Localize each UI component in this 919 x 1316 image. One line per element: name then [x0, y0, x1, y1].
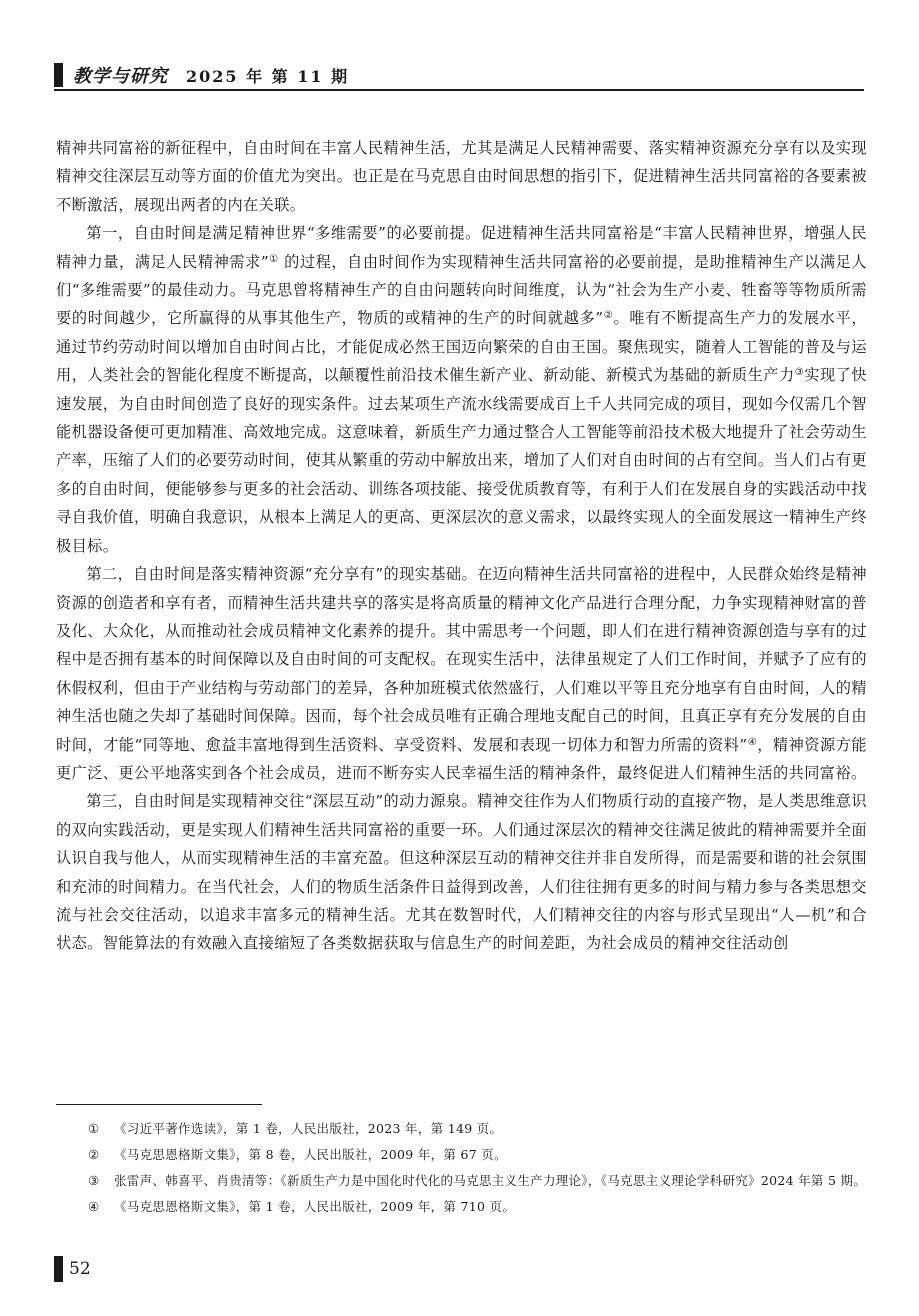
- paragraph-text: 的过程，自由时间作为实现精神生活共同富裕的必要前提，是助推精神生产以满足人们“多维需要”的最佳动力。马克思曾将精神生产的自由问题转向时间维度，认为“社会为生产小麦、牲畜等等物质所需要的时间越少，它所赢得的从事其他生产，物质的或精神的生产的时间就越多”: [56, 252, 867, 328]
- footnote-reference: ①: [269, 253, 279, 265]
- footnote-reference: ②: [603, 310, 614, 322]
- page-footer: [54, 1254, 91, 1284]
- article-body: [56, 134, 867, 958]
- page-marker-bar: [54, 1256, 63, 1282]
- paragraph: [56, 219, 867, 560]
- footnote-text: 《马克思恩格斯文集》，第 8 卷，人民出版社，2009 年，第 67 页。: [114, 1147, 507, 1162]
- paragraph-text: 。唯有不断提高生产力的发展水平，通过节约劳动时间以增加自由时间占比，才能促成必然王国迈向繁荣的自由王国。聚焦现实，随着人工智能的普及与运用，人类社会的智能化程度不断提高，以颠覆性前沿技术催生新产业、新动能、新模式为基础的新质生产力: [56, 309, 867, 385]
- page-number: 52: [69, 1259, 91, 1279]
- running-header: [54, 60, 864, 90]
- footnote: [56, 1170, 867, 1192]
- paragraph: [56, 787, 867, 957]
- footnote-separator: [56, 1104, 262, 1105]
- footnote-number: ④: [88, 1199, 100, 1214]
- footnote-text: 《马克思恩格斯文集》，第 1 卷，人民出版社，2009 年，第 710 页。: [114, 1199, 516, 1214]
- paragraph: [56, 560, 867, 787]
- paragraph-text: 精神共同富裕的新征程中，自由时间在丰富人民精神生活，尤其是满足人民精神需要、落实精神资源充分享有以及实现精神交往深层互动等方面的价值尤为突出。也正是在马克思自由时间思想的指引下，促进精神生活共同富裕的各要素被不断激活，展现出两者的内在关联。: [56, 139, 867, 214]
- journal-name: 教学与研究: [73, 66, 168, 87]
- footnote-reference: ④: [747, 736, 758, 748]
- header-marker-bar: [54, 63, 63, 87]
- footnote-number: ①: [88, 1121, 100, 1136]
- footnote: [56, 1118, 867, 1140]
- paragraph-text: 第三，自由时间是实现精神交往“深层互动”的动力源泉。精神交往作为人们物质行动的直接产物，是人类思维意识的双向实践活动，更是实现人们精神生活共同富裕的重要一环。人们通过深层次的精神交往满足彼此的精神需要并全面认识自我与他人，从而实现精神生活的丰富充盈。但这种深层互动的精神交往并非自发所得，而是需要和谐的社会氛围和充沛的时间精力。在当代社会，人们的物质生活条件日益得到改善，人们往往拥有更多的时间与精力参与各类思想交流与社会交往活动，以追求丰富多元的精神生活。尤其在数智时代，人们精神交往的内容与形式呈现出“人—机”和合状态。智能算法的有效融入直接缩短了各类数据获取与信息生产的时间差距，为社会成员的精神交往活动创: [56, 792, 867, 953]
- footnotes: [56, 1118, 867, 1222]
- footnote-number: ③: [88, 1173, 100, 1188]
- footnote-text: 《习近平著作选读》，第 1 卷，人民出版社，2023 年，第 149 页。: [114, 1121, 503, 1136]
- issue-label: 2025 年 第 11 期: [186, 66, 350, 86]
- paragraph-text: ，精神资源方能更广泛、更公平地落实到各个社会成员，进而不断夯实人民幸福生活的精神条件，最终促进人们精神生活的共同富裕。: [56, 735, 867, 782]
- footnote-number: ②: [88, 1147, 100, 1162]
- header-rule: [54, 89, 864, 91]
- paragraph-text: 第一，自由时间是满足精神世界“多维需要”的必要前提。促进精神生活共同富裕是“丰富人民精神世界，增强人民精神力量，满足人民精神需求”: [56, 224, 867, 271]
- footnote-text: 张雷声、韩喜平、肖贵清等：《新质生产力是中国化时代化的马克思主义生产力理论》，《马克思主义理论学科研究》2024 年第 5 期。: [114, 1173, 867, 1188]
- footnote: [56, 1196, 867, 1218]
- footnote: [56, 1144, 867, 1166]
- paragraph: [56, 134, 867, 219]
- paragraph-text: 第二，自由时间是落实精神资源“充分享有”的现实基础。在迈向精神生活共同富裕的进程中，人民群众始终是精神资源的创造者和享有者，而精神生活共建共享的落实是将高质量的精神文化产品进行合理分配，力争实现精神财富的普及化、大众化，从而推动社会成员精神文化素养的提升。其中需思考一个问题，即人们在进行精神资源创造与享有的过程中是否拥有基本的时间保障以及自由时间的可支配权。在现实生活中，法律虽规定了人们工作时间，并赋予了应有的休假权利，但由于产业结构与劳动部门的差异，各种加班模式依然盛行，人们难以平等且充分地享有自由时间，人的精神生活也随之失却了基础时间保障。因而，每个社会成员唯有正确合理地支配自己的时间，且真正享有充分发展的自由时间，才能“同等地、愈益丰富地得到生活资料、享受资料、发展和表现一切体力和智力所需的资料”: [56, 565, 867, 754]
- footnote-reference: ③: [794, 367, 805, 379]
- paragraph-text: 实现了快速发展，为自由时间创造了良好的现实条件。过去某项生产流水线需要成百上千人共同完成的项目，现如今仅需几个智能机器设备便可更加精准、高效地完成。这意味着，新质生产力通过整合人工智能等前沿技术极大地提升了社会劳动生产率，压缩了人们的必要劳动时间，使其从繁重的劳动中解放出来，增加了人们对自由时间的占有空间。当人们占有更多的自由时间，便能够参与更多的社会活动、训练各项技能、接受优质教育等，有利于人们在发展自身的实践活动中找寻自我价值，明确自我意识，从根本上满足人的更高、更深层次的意义需求，以最终实现人的全面发展这一精神生产终极目标。: [56, 366, 867, 555]
